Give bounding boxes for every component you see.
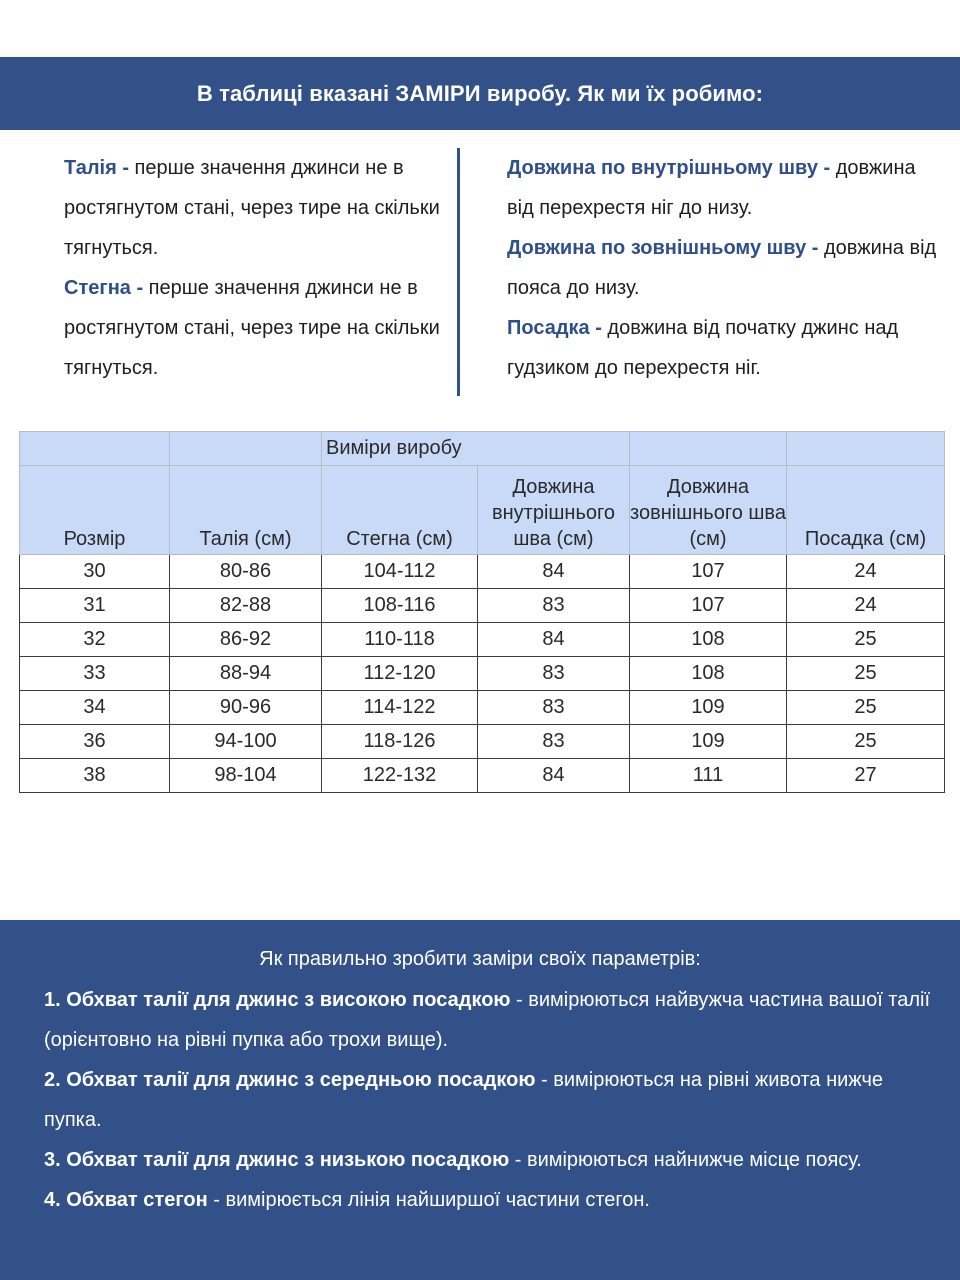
cell-hips: 112-120 xyxy=(322,657,478,691)
cell-rise: 25 xyxy=(787,623,945,657)
table-title-row xyxy=(20,432,945,466)
list-item-title: 1. Обхват талії для джинс з високою посадкою xyxy=(44,989,511,1011)
header-rise: Посадка (см) xyxy=(787,466,945,555)
definition-text: довжина від початку джинс над гудзиком до перехрестя ніг. xyxy=(507,317,899,379)
definition-rise xyxy=(507,308,937,388)
cell-outseam: 109 xyxy=(630,725,787,759)
definition-outseam xyxy=(507,228,937,308)
definition-term: Посадка - xyxy=(507,317,602,339)
cell-rise: 24 xyxy=(787,555,945,589)
list-item-text: - вимірюються найнижче місце поясу. xyxy=(509,1149,862,1171)
cell-rise: 25 xyxy=(787,691,945,725)
cell-hips: 104-112 xyxy=(322,555,478,589)
cell-outseam: 108 xyxy=(630,657,787,691)
cell-waist: 90-96 xyxy=(170,691,322,725)
cell-waist: 80-86 xyxy=(170,555,322,589)
table-title-cell-empty xyxy=(787,432,945,466)
cell-hips: 110-118 xyxy=(322,623,478,657)
header-size: Розмір xyxy=(20,466,170,555)
table-row xyxy=(20,759,945,793)
cell-inseam: 83 xyxy=(478,725,630,759)
table-row xyxy=(20,589,945,623)
list-item-text: - вимірюється лінія найширшої частини стегон. xyxy=(207,1189,650,1211)
list-item-title: 4. Обхват стегон xyxy=(44,1189,208,1211)
list-item xyxy=(44,1180,934,1220)
cell-rise: 27 xyxy=(787,759,945,793)
cell-outseam: 111 xyxy=(630,759,787,793)
table-row xyxy=(20,691,945,725)
cell-rise: 25 xyxy=(787,725,945,759)
cell-size: 38 xyxy=(20,759,170,793)
list-item xyxy=(44,1060,934,1140)
table-title: Виміри виробу xyxy=(322,432,630,466)
list-item-title: 2. Обхват талії для джинс з середньою посадкою xyxy=(44,1069,536,1091)
cell-inseam: 84 xyxy=(478,555,630,589)
instructions-heading: Як правильно зробити заміри своїх параметрів: xyxy=(259,948,701,970)
cell-waist: 98-104 xyxy=(170,759,322,793)
cell-inseam: 83 xyxy=(478,691,630,725)
definitions-left xyxy=(64,148,444,388)
header-inseam: Довжина внутрішнього шва (см) xyxy=(478,466,630,555)
definition-text: перше значення джинси не в ростягнутом стані, через тире на скільки тягнуться. xyxy=(64,277,440,379)
cell-size: 32 xyxy=(20,623,170,657)
cell-outseam: 107 xyxy=(630,589,787,623)
cell-hips: 108-116 xyxy=(322,589,478,623)
cell-hips: 122-132 xyxy=(322,759,478,793)
table-row xyxy=(20,623,945,657)
cell-waist: 86-92 xyxy=(170,623,322,657)
table-title-cell-empty xyxy=(20,432,170,466)
column-divider xyxy=(457,148,460,396)
cell-inseam: 83 xyxy=(478,589,630,623)
definition-inseam xyxy=(507,148,937,228)
header-outseam: Довжина зовнішнього шва (см) xyxy=(630,466,787,555)
cell-size: 31 xyxy=(20,589,170,623)
list-item xyxy=(44,1140,934,1180)
definition-text: перше значення джинси не в ростягнутом стані, через тире на скільки тягнуться. xyxy=(64,157,440,259)
table-header-row xyxy=(20,466,945,555)
instructions-list xyxy=(44,980,934,1220)
cell-rise: 24 xyxy=(787,589,945,623)
cell-inseam: 83 xyxy=(478,657,630,691)
cell-outseam: 109 xyxy=(630,691,787,725)
cell-hips: 114-122 xyxy=(322,691,478,725)
table-row xyxy=(20,555,945,589)
list-item xyxy=(44,980,934,1060)
table-row xyxy=(20,725,945,759)
cell-inseam: 84 xyxy=(478,623,630,657)
cell-size: 30 xyxy=(20,555,170,589)
cell-size: 34 xyxy=(20,691,170,725)
definition-term: Довжина по зовнішньому шву - xyxy=(507,237,819,259)
cell-waist: 94-100 xyxy=(170,725,322,759)
table-row xyxy=(20,657,945,691)
definition-text: довжина від перехрестя ніг до низу. xyxy=(507,157,916,219)
definition-text: довжина від пояса до низу. xyxy=(507,237,937,299)
definitions-right xyxy=(507,148,937,388)
list-item-title: 3. Обхват талії для джинс з низькою посадкою xyxy=(44,1149,510,1171)
definition-waist xyxy=(64,148,444,268)
list-item-text: - вимірюються на рівні живота нижче пупка. xyxy=(44,1069,884,1131)
definition-term: Талія - xyxy=(64,157,129,179)
cell-waist: 88-94 xyxy=(170,657,322,691)
definition-hips xyxy=(64,268,444,388)
cell-inseam: 84 xyxy=(478,759,630,793)
definition-term: Стегна - xyxy=(64,277,144,299)
header-waist: Талія (см) xyxy=(170,466,322,555)
cell-rise: 25 xyxy=(787,657,945,691)
cell-waist: 82-88 xyxy=(170,589,322,623)
list-item-text: - вимірюються найвужча частина вашої талії (орієнтовно на рівні пупка або трохи вище). xyxy=(44,989,931,1051)
cell-hips: 118-126 xyxy=(322,725,478,759)
table-title-cell-empty xyxy=(170,432,322,466)
cell-outseam: 107 xyxy=(630,555,787,589)
banner-title: В таблиці вказані ЗАМІРИ виробу. Як ми їх робимо: xyxy=(196,80,764,106)
definition-term: Довжина по внутрішньому шву - xyxy=(507,157,831,179)
cell-size: 33 xyxy=(20,657,170,691)
table-title-cell-empty xyxy=(630,432,787,466)
cell-size: 36 xyxy=(20,725,170,759)
size-table xyxy=(19,431,945,793)
top-banner xyxy=(0,57,960,130)
header-hips: Стегна (см) xyxy=(322,466,478,555)
cell-outseam: 108 xyxy=(630,623,787,657)
